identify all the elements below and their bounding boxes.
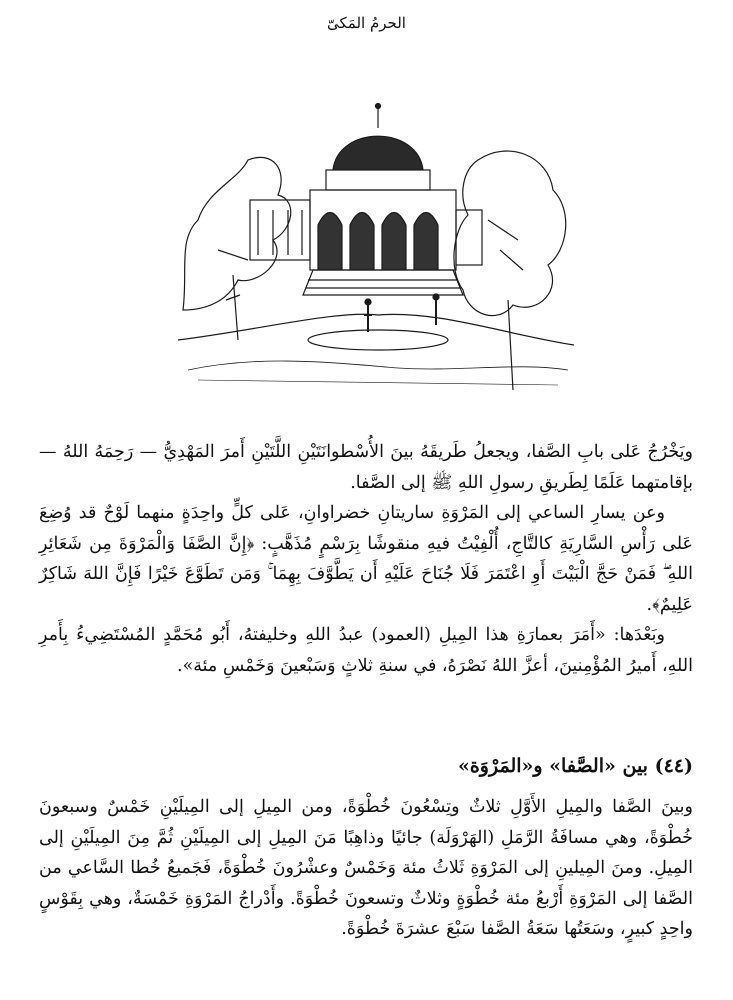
mosque-dome-engraving-icon xyxy=(178,100,574,400)
paragraph-distances: وبينَ الصَّفا والمِيلِ الأَوَّلِ ثلاثٌ وتِسْعُونَ خُطْوَةً، ومن المِيلِ إلى المِيلَيْنِ خَمْسٌ وسبعونَ خُطْوَةً، وهي مسافَةُ الرَّمَلِ (الهَرْوَلَة) جائيًا وذاهِبًا مَنَ المِيلِ إلى المِيلَيْنِ ثُمَّ مِنَ المِيلَيْنِ إلى المِيلِ. ومنَ المِيلينِ إلى المَرْوَةِ ثَلاثُ مئة وَخَمْسٌ وعشْرُونَ خُطْوَةً، فَجَميعُ خُطا السَّاعي من الصَّفا إلى المَرْوَةِ أَرْبعُ مئة خُطْوَةٍ وثلاثٌ وتسعونَ خُطْوَةً. وأَدْراجُ المَرْوَةِ خَمْسَةٌ، وهي بِقَوْسٍ واحِدٍ كبيرٍ، وسَعَتُها سَعَةُ الصَّفا سَبْعَ عشرَةَ خُطْوَةً. xyxy=(39,797,693,939)
paragraph-inscription: وبَعْدَها: «أَمَرَ بعمارَةِ هذا المِيلِ (العمود) عبدُ اللهِ وخليفتهُ، أَبُو مُحَمَّدٍ المُسْتَضِيءُ بِأَمرِ اللهِ، أَميرُ المُؤْمِنينَ، أعزَّ اللهُ نَصْرَهُ، في سنةِ ثلاثٍ وَسَبْعينَ وَخَمْسِ مئة». xyxy=(39,625,693,676)
section-heading: (٤٤) بين «الصَّفا» و«المَرْوَة» xyxy=(457,755,693,777)
paragraph-green-pillars: وعن يسارِ الساعي إلى المَرْوَةِ ساريتانِ خضراوانِ، عَلى كلٍّ واحِدَةٍ منهما لَوْحٌ قد وُضِعَ عَلى رَأْسِ السَّارِيَةِ كالتَّاجِ، أُلْفِيْتُ فيهِ منقوشًا بِرَسْمٍ مُذَهَّبٍ: ﴿إِنَّ الصَّفَا وَالْمَرْوَةَ مِن شَعَائِرِ اللهِ ۖ فَمَنْ حَجَّ الْبَيْتَ أَوِ اعْتَمَرَ فَلَا جُنَاحَ عَلَيْهِ أَن يَطَّوَّفَ بِهِمَا ۚ وَمَن تَطَوَّعَ خَيْرًا فَإِنَّ اللهَ شَاكِرٌ عَلِيمٌ﴾. xyxy=(39,503,693,615)
narrative-block-bottom xyxy=(39,792,693,945)
paragraph-safa-gate: ويَخْرُجُ عَلى بابِ الصَّفا، ويجعلُ طَريقَهُ بينَ الأُسْطوانَتَيْنِ اللَّتَيْنِ أَمرَ المَهْدِيُّ — رَحِمَهُ اللهُ — بإقامتهما عَلَمًا لِطَريقِ رسولِ اللهِ ﷺ إلى الصَّفا. xyxy=(39,442,693,493)
page-header: الحرمُ المَكىّ xyxy=(327,14,406,32)
narrative-block-top xyxy=(39,437,693,681)
